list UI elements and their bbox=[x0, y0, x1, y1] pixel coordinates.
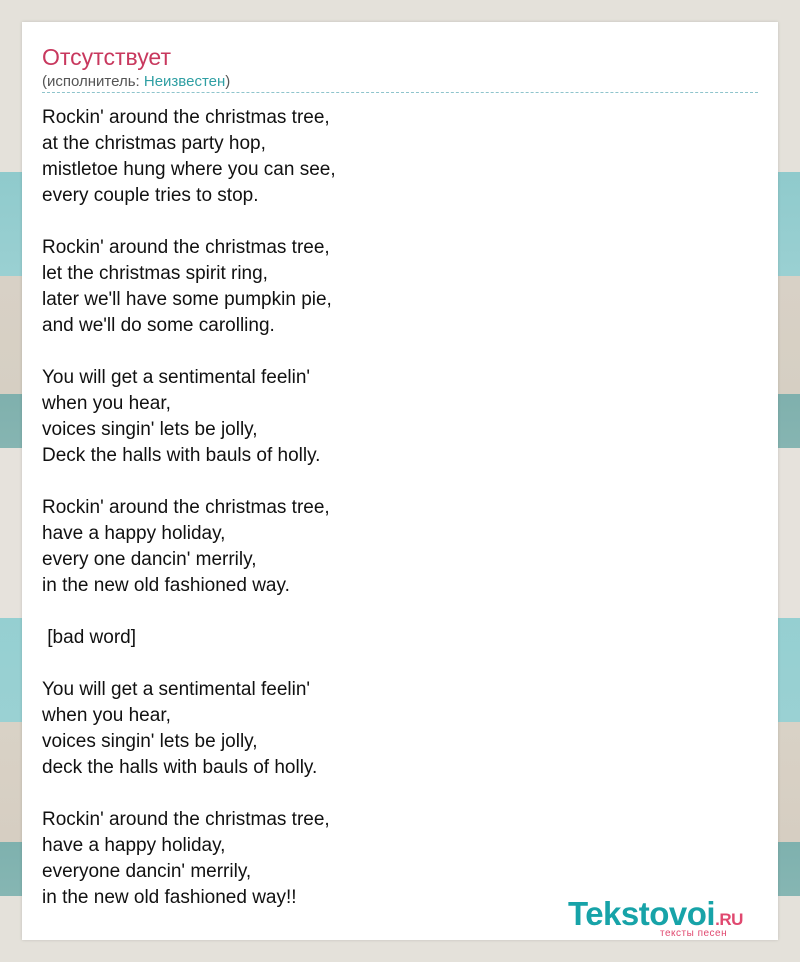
song-title: Отсутствует bbox=[42, 44, 171, 70]
lyrics-blank-line bbox=[42, 209, 742, 235]
lyrics-blank-line bbox=[42, 781, 742, 807]
lyrics-line: and we'll do some carolling. bbox=[42, 315, 275, 336]
lyrics-line: [bad word] bbox=[42, 627, 136, 648]
artist-suffix: ) bbox=[225, 73, 231, 90]
lyrics-line: Deck the halls with bauls of holly. bbox=[42, 445, 321, 466]
lyrics-blank-line bbox=[42, 599, 742, 625]
logo-tagline: тексты песен bbox=[660, 928, 728, 939]
lyrics-line: at the christmas party hop, bbox=[42, 133, 266, 154]
lyrics-line: in the new old fashioned way. bbox=[42, 575, 290, 596]
lyrics-line: later we'll have some pumpkin pie, bbox=[42, 289, 332, 310]
artist-line bbox=[42, 73, 230, 91]
artist-prefix: (исполнитель: bbox=[42, 73, 144, 90]
lyrics-line: have a happy holiday, bbox=[42, 835, 226, 856]
lyrics-line: Rockin' around the christmas tree, bbox=[42, 237, 330, 258]
lyrics-line: let the christmas spirit ring, bbox=[42, 263, 268, 284]
lyrics-line: Rockin' around the christmas tree, bbox=[42, 497, 330, 518]
lyrics-line: voices singin' lets be jolly, bbox=[42, 731, 258, 752]
lyrics-line: mistletoe hung where you can see, bbox=[42, 159, 336, 180]
lyrics-line: have a happy holiday, bbox=[42, 523, 226, 544]
lyrics-line: You will get a sentimental feelin' bbox=[42, 367, 311, 388]
lyrics-line: Rockin' around the christmas tree, bbox=[42, 107, 330, 128]
lyrics-line: every one dancin' merrily, bbox=[42, 549, 257, 570]
lyrics-line: You will get a sentimental feelin' bbox=[42, 679, 311, 700]
lyrics-card bbox=[22, 22, 778, 940]
lyrics-blank-line bbox=[42, 651, 742, 677]
lyrics-line: voices singin' lets be jolly, bbox=[42, 419, 258, 440]
lyrics-blank-line bbox=[42, 339, 742, 365]
lyrics-line: deck the halls with bauls of holly. bbox=[42, 757, 318, 778]
artist-link[interactable]: Неизвестен bbox=[143, 73, 226, 90]
lyrics-text bbox=[42, 105, 742, 911]
lyrics-line: when you hear, bbox=[42, 393, 171, 414]
lyrics-line: Rockin' around the christmas tree, bbox=[42, 809, 330, 830]
logo-domain: .RU bbox=[715, 910, 743, 929]
lyrics-line: when you hear, bbox=[42, 705, 171, 726]
logo-name: Tekstovoi bbox=[568, 895, 716, 932]
lyrics-blank-line bbox=[42, 469, 742, 495]
lyrics-line: in the new old fashioned way!! bbox=[42, 887, 297, 908]
lyrics-line: every couple tries to stop. bbox=[42, 185, 259, 206]
title-divider bbox=[42, 92, 758, 93]
site-logo[interactable] bbox=[568, 894, 778, 944]
lyrics-line: everyone dancin' merrily, bbox=[42, 861, 252, 882]
